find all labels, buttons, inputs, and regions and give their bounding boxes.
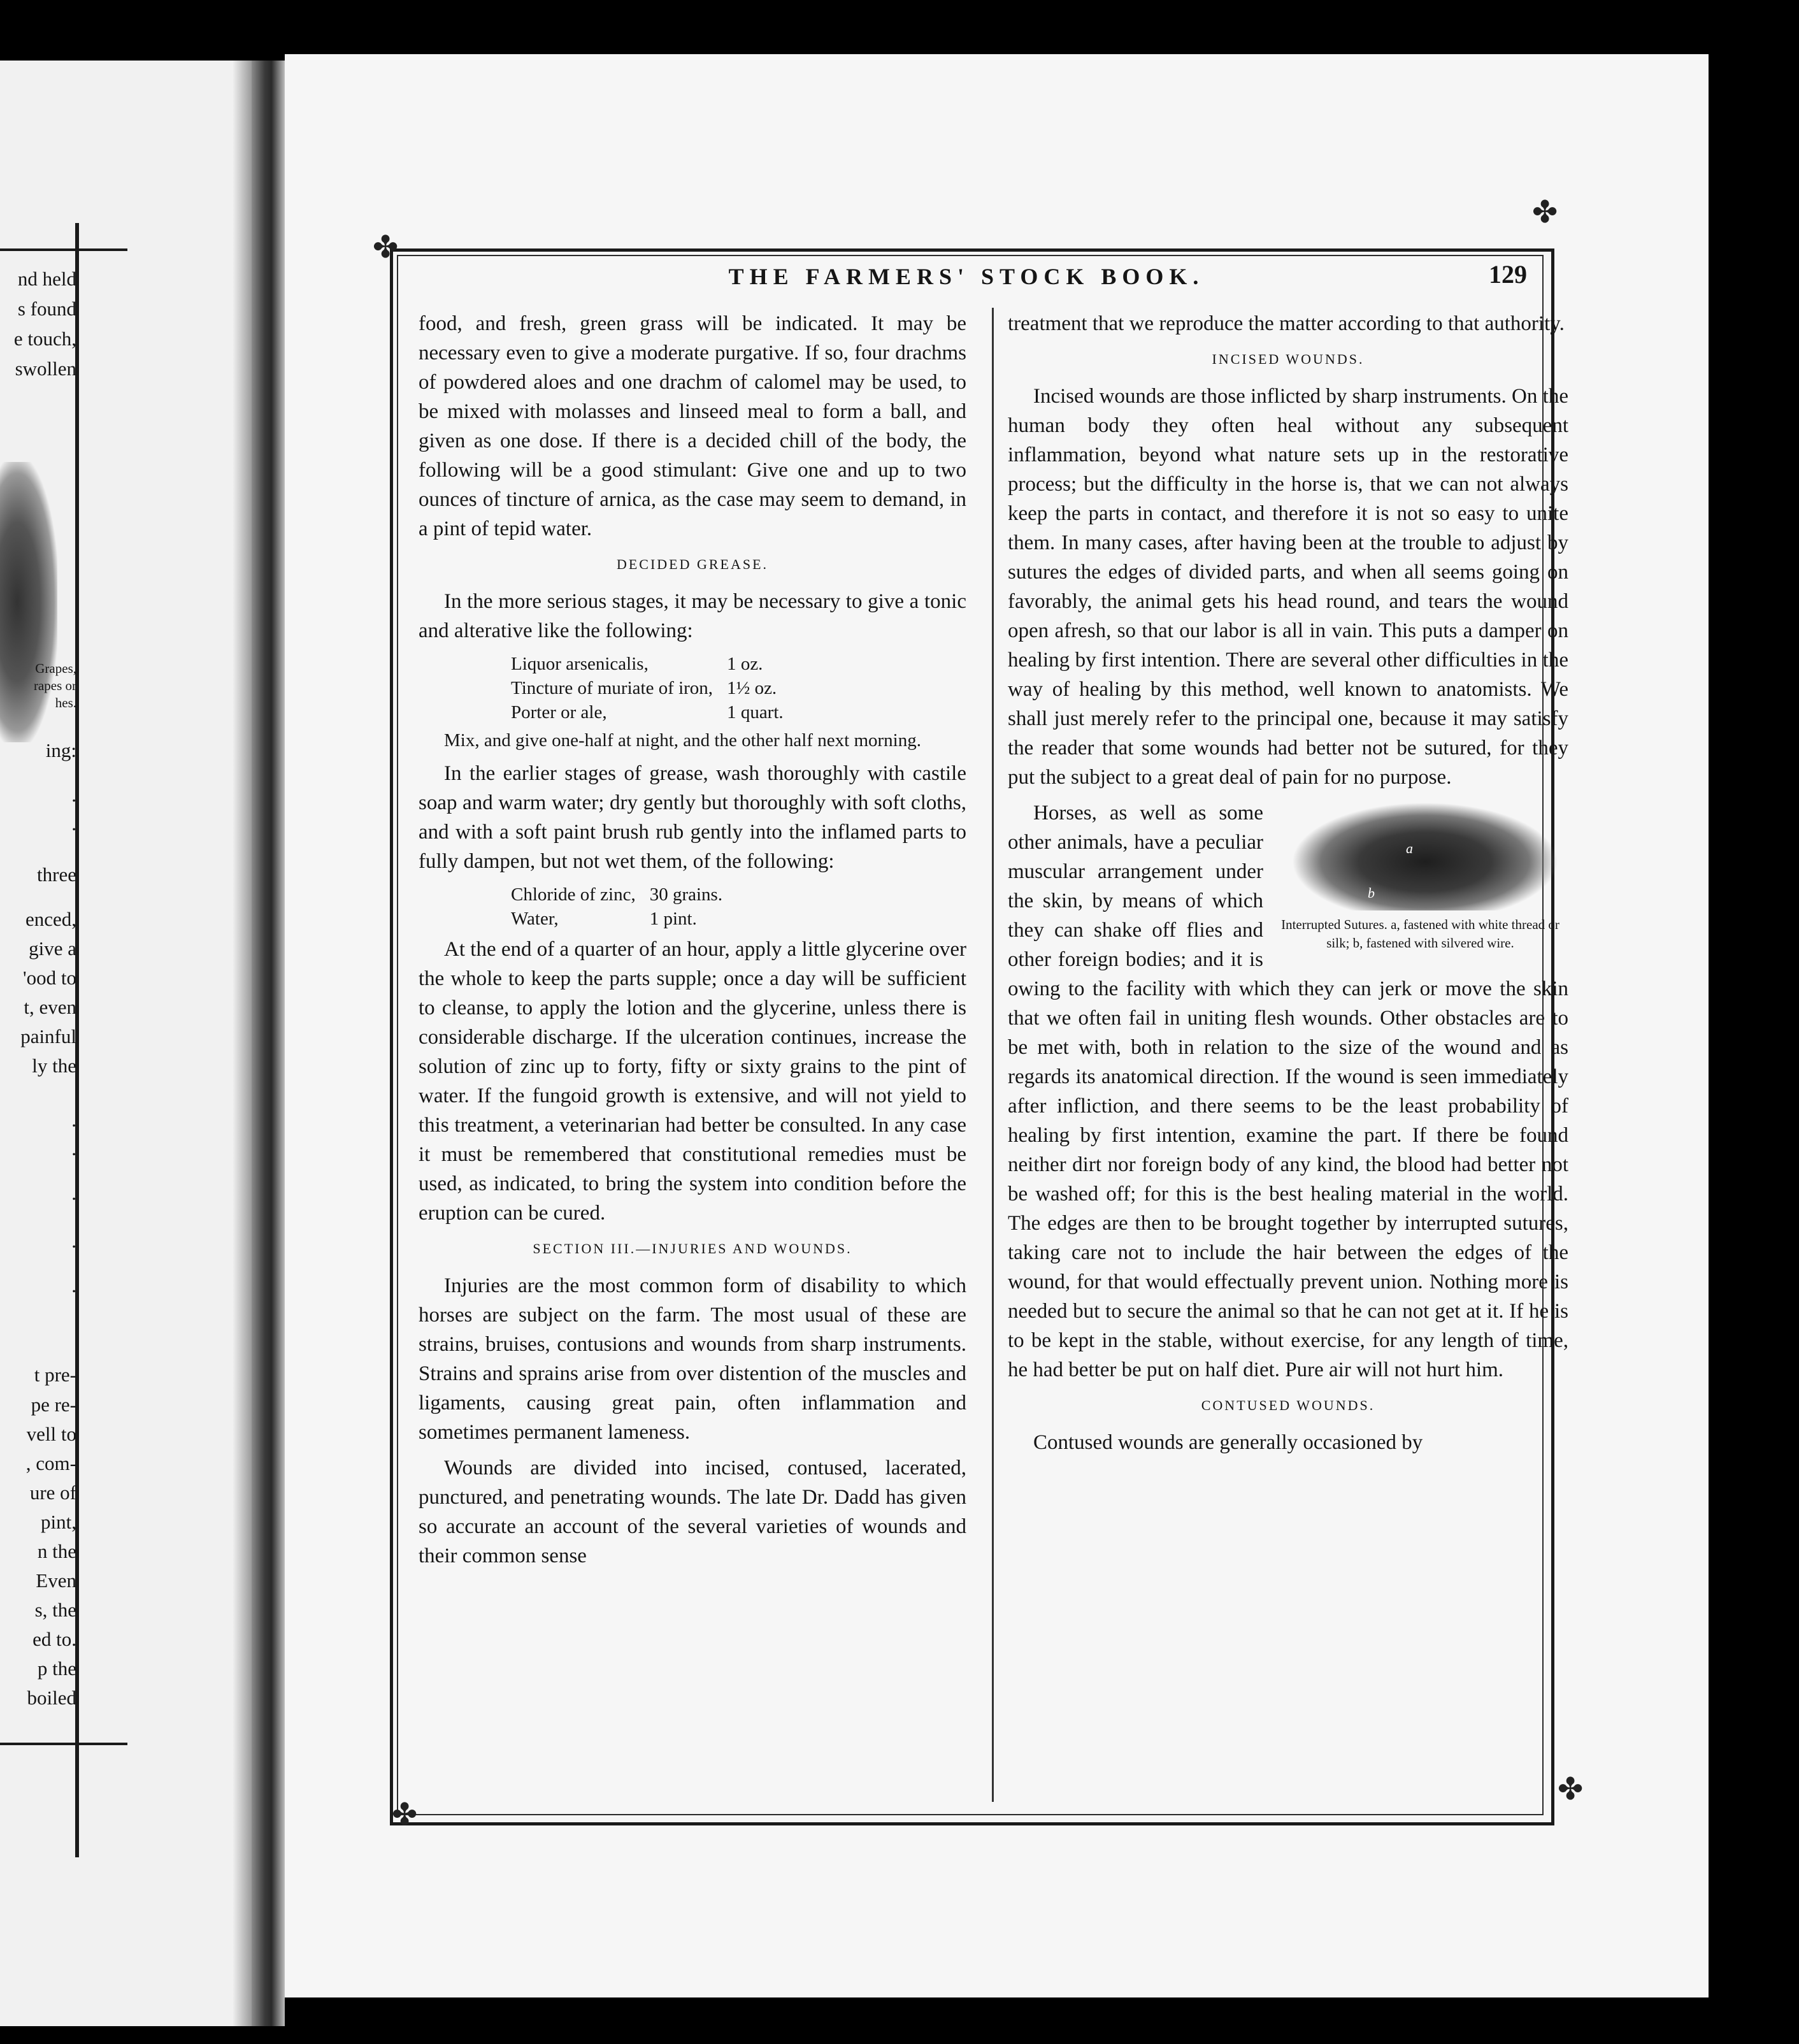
border-rule-top	[0, 248, 127, 251]
recipe-item: Tincture of muriate of iron,	[511, 678, 713, 698]
recipe-qty: 1½ oz.	[727, 678, 777, 698]
previous-page-line: ing:	[45, 739, 76, 761]
section-heading: CONTUSED WOUNDS.	[1201, 1397, 1375, 1413]
previous-page-line: ure of	[29, 1481, 76, 1504]
previous-page	[0, 61, 252, 2026]
previous-page-line: swollen	[15, 357, 76, 380]
paragraph: Injuries are the most common form of disability to which horses are subject on the farm. The most usual of these are strains, bruises, contusions and wounds from sharp instruments. Strains and sprains arise from over distention of the muscles and ligaments, causing great pain, often inflammation and sometimes permanent lameness.	[419, 1274, 966, 1444]
recipe-qty: 1 oz.	[727, 654, 763, 674]
previous-page-line: pe re-	[31, 1393, 76, 1416]
section-heading: INCISED WOUNDS.	[1212, 351, 1365, 367]
previous-page-line: .	[71, 1109, 76, 1131]
recipe-row	[511, 882, 736, 907]
previous-page-line: .	[71, 1182, 76, 1204]
paragraph: Contused wounds are generally occasioned by	[1033, 1431, 1423, 1454]
previous-page-line: .	[71, 1274, 76, 1297]
corner-ornament-icon: ✤	[1558, 1773, 1584, 1806]
recipe-item: Water,	[511, 909, 559, 929]
recipe-item: Chloride of zinc,	[511, 884, 636, 905]
gutter-shadow	[233, 61, 252, 2026]
sutures-illustration	[1291, 802, 1559, 910]
previous-page-line: ly the	[32, 1054, 76, 1077]
previous-page-line: nd held	[17, 268, 76, 290]
previous-page-line: t pre-	[34, 1364, 76, 1386]
book-spine	[252, 61, 285, 2026]
recipe-direction: Mix, and give one-half at night, and the other half next morning.	[444, 730, 921, 751]
corner-ornament-icon: ✤	[392, 1798, 418, 1832]
recipe-row	[511, 700, 798, 724]
recipe-row	[511, 907, 736, 931]
paragraph: In the more serious stages, it may be necessary to give a tonic and alterative like the following:	[419, 590, 966, 642]
previous-page-line: s, the	[34, 1599, 76, 1621]
figure-label-a: a	[1406, 840, 1413, 856]
previous-page-line: s found	[17, 298, 76, 320]
paragraph: At the end of a quarter of an hour, apply a little glycerine over the whole to keep the parts supple; once a day will be sufficient to cleanse, to apply the lotion and the glycerine, unless there is considerable discharge. If the ulceration continues, increase the solution of zinc up to forty, fifty or sixty grains to the pint of water. If the fungoid growth is extensive, and will not yield to this treatment, a veterinarian had better be consulted. In any case it must be remembered that constitutional remedies must be used, as indicated, to bring the system into condition before the eruption can be cured.	[419, 938, 966, 1225]
recipe-item: Liquor arsenicalis,	[511, 654, 649, 674]
previous-page-caption-line: rapes or	[33, 678, 76, 693]
figure-caption: Interrupted Sutures. a, fastened with white thread or silk; b, fastened with silvered wire.	[1281, 917, 1559, 951]
previous-page-line: n the	[37, 1540, 76, 1562]
figure-label-b: b	[1368, 885, 1375, 901]
previous-page-line: Even	[36, 1569, 76, 1592]
paragraph: In the earlier stages of grease, wash thoroughly with castile soap and warm water; dry gently but thoroughly with soft cloths, and with a soft paint brush rub gently into the inflamed parts to fully dampen, but not wet them, of the following:	[419, 762, 966, 873]
recipe-qty: 1 quart.	[727, 702, 784, 723]
paragraph: treatment that we reproduce the matter according to that authority.	[1008, 312, 1565, 335]
left-column	[419, 309, 966, 1577]
paragraph: Horses, as well as some other animals, have a peculiar muscular arrangement under the skin, by means of which they can shake off flies and other foreign bodies; and it is owing to the facility with which they can jerk or move the skin that we often fail in uniting flesh wounds. Other obstacles are to be met with, both in relation to the size of the wound and as regards its anatomical direction. If the wound is seen immediately after infliction, and there seems to be the least probability of healing by first intention, examine the part. If there be found neither dirt nor foreign body of any kind, the blood had better not be washed off; for this is the best healing material in the world. The edges are then to be brought together by interrupted sutures, taking care not to include the hair between the edges of the wound, for that would effectually prevent union. Nothing more is needed but to secure the animal so that he can not get at it. If he is to be kept in the stable, without exercise, for any length of time, he had better be put on half diet. Pure air will not hurt him.	[1008, 802, 1568, 1381]
previous-page-line: three	[37, 863, 76, 886]
previous-page-line: .	[71, 784, 76, 806]
corner-ornament-icon: ✤	[1532, 196, 1558, 229]
previous-page-line: 'ood to	[23, 967, 76, 989]
right-column	[1008, 309, 1568, 1464]
previous-page-line: .	[71, 1230, 76, 1252]
previous-page-line: p the	[37, 1657, 76, 1680]
running-title: THE FARMERS' STOCK BOOK.	[728, 264, 1205, 289]
recipe-table	[511, 882, 736, 931]
page-number: 129	[1489, 260, 1527, 289]
previous-page-line: .	[71, 1137, 76, 1160]
previous-page-line: .	[71, 812, 76, 835]
paragraph: food, and fresh, green grass will be indicated. It may be necessary even to give a moderate purgative. If so, four drachms of powdered aloes and one drachm of calomel may be used, to be mixed with molasses and linseed meal to form a ball, and given as one dose. If there is a decided chill of the body, the following will be a good stimulant: Give one and up to two ounces of tincture of arnica, as the case may seem to demand, in a pint of tepid water.	[419, 312, 966, 540]
paragraph: Wounds are divided into incised, contused, lacerated, punctured, and penetrating wounds. The late Dr. Dadd has given so accurate an account of the several varieties of wounds and their common sense	[419, 1457, 966, 1567]
section-heading: SECTION III.—INJURIES AND WOUNDS.	[533, 1241, 852, 1256]
previous-page-line: boiled	[27, 1687, 76, 1709]
recipe-qty: 30 grains.	[649, 884, 723, 905]
previous-page-line: t, even	[24, 996, 76, 1018]
previous-page-line: vell to	[26, 1423, 76, 1445]
previous-page-line: painful	[20, 1025, 76, 1047]
previous-page-caption-line: hes.	[55, 695, 76, 710]
page-129	[285, 54, 1709, 1997]
column-divider	[992, 308, 994, 1802]
recipe-qty: 1 pint.	[649, 909, 697, 929]
corner-ornament-icon: ✤	[373, 231, 399, 264]
recipe-table	[511, 652, 798, 724]
previous-page-line: ed to.	[32, 1628, 76, 1650]
recipe-row	[511, 652, 798, 676]
previous-page-line: , com-	[25, 1452, 76, 1474]
sutures-figure	[1272, 802, 1568, 953]
section-heading: DECIDED GREASE.	[616, 556, 769, 572]
previous-page-caption-line: Grapes,	[35, 661, 76, 676]
previous-page-line: enced,	[25, 908, 76, 930]
previous-page-line: give a	[29, 937, 76, 960]
border-rule-bottom	[0, 1743, 127, 1745]
previous-page-line: pint,	[41, 1511, 76, 1533]
recipe-row	[511, 676, 798, 700]
running-head	[406, 259, 1527, 295]
previous-page-line: e touch,	[13, 327, 76, 350]
recipe-item: Porter or ale,	[511, 702, 607, 723]
paragraph: Incised wounds are those inflicted by sharp instruments. On the human body they often heal without any subsequent inflammation, beyond what nature sets up in the restorative process; but the difficulty in the horse is, that we can not always keep the parts in contact, and therefore it is not so easy to unite them. In many cases, after having been at the trouble to adjust by sutures the edges of divided parts, and when all seems going on favorably, the animal gets his head round, and tears the wound open afresh, so that our labor is all in vain. This puts a damper on healing by first intention. There are several other difficulties in the way of healing by this method, well known to anatomists. We shall just merely refer to the principal one, because it may satisfy the reader that some wounds had better not be sutured, for they put the subject to a great deal of pain for no purpose.	[1008, 385, 1568, 789]
